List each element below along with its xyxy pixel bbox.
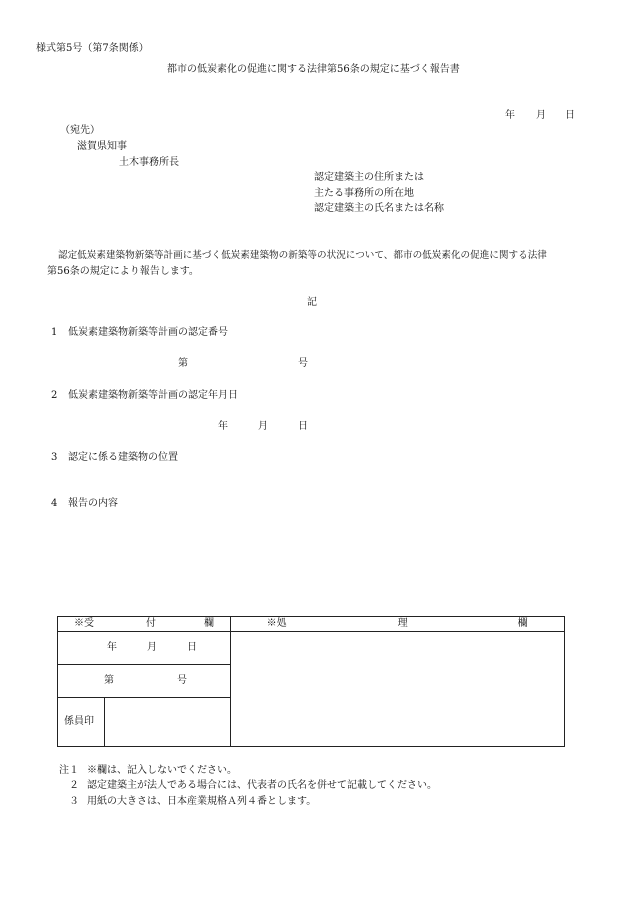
item3-number: 3 bbox=[51, 452, 58, 463]
item2-month-label: 月 bbox=[258, 421, 268, 432]
reception-table bbox=[57, 616, 565, 747]
item3-label: 認定に係る建築物の位置 bbox=[68, 452, 178, 463]
item1-dai-label: 第 bbox=[178, 358, 188, 369]
date-day-label: 日 bbox=[565, 110, 575, 121]
staff-seal-area bbox=[104, 698, 230, 747]
item2-year-label: 年 bbox=[218, 421, 228, 432]
processing-header-c2: 理 bbox=[397, 618, 408, 629]
body-text-line2: 第56条の規定により報告します。 bbox=[47, 266, 199, 277]
note3-text: 用紙の大きさは、日本産業規格Ａ列４番とします。 bbox=[87, 796, 317, 807]
staff-seal-label-cell bbox=[58, 698, 105, 747]
body-text-line1: 認定低炭素建築物新築等計画に基づく低炭素建築物の新築等の状況について、都市の低炭素化の促進に関する法律 bbox=[58, 250, 547, 261]
processing-header-c1: ※処 bbox=[266, 618, 287, 629]
reception-header-c1: ※受 bbox=[74, 618, 94, 629]
note1-prefix: 注１ bbox=[59, 765, 79, 776]
note3-number: ３ bbox=[69, 796, 79, 807]
processing-area bbox=[230, 632, 564, 747]
note2-number: ２ bbox=[69, 780, 79, 791]
item4-number: 4 bbox=[51, 498, 58, 509]
date-month-label: 月 bbox=[536, 110, 546, 121]
reception-year-label: 年 bbox=[107, 642, 117, 653]
reception-date-cell bbox=[58, 632, 231, 665]
reception-month-label: 月 bbox=[147, 642, 157, 653]
item2-label: 低炭素建築物新築等計画の認定年月日 bbox=[68, 390, 238, 401]
reception-header-cell bbox=[58, 617, 231, 632]
reception-day-label: 日 bbox=[187, 642, 197, 653]
processing-header-c3: 欄 bbox=[517, 618, 528, 629]
reception-header-c2: 付 bbox=[146, 618, 156, 629]
form-id: 様式第5号（第7条関係） bbox=[36, 43, 149, 54]
item2-day-label: 日 bbox=[298, 421, 308, 432]
reception-number-cell bbox=[58, 665, 231, 698]
addressee-governor: 滋賀県知事 bbox=[77, 141, 127, 152]
date-year-label: 年 bbox=[505, 110, 515, 121]
reporter-address-line1: 認定建築主の住所または bbox=[314, 172, 424, 183]
processing-header-cell bbox=[230, 617, 564, 632]
addressee-label: （宛先） bbox=[60, 125, 100, 136]
reporter-name: 認定建築主の氏名または名称 bbox=[314, 203, 444, 214]
ki-heading: 記 bbox=[307, 297, 317, 308]
reporter-address-line2: 主たる事務所の所在地 bbox=[314, 188, 414, 199]
reception-header-c3: 欄 bbox=[204, 618, 214, 629]
reception-go-label: 号 bbox=[177, 675, 187, 686]
item1-go-label: 号 bbox=[298, 358, 308, 369]
item1-number: 1 bbox=[51, 327, 58, 338]
item1-label: 低炭素建築物新築等計画の認定番号 bbox=[68, 327, 228, 338]
item2-number: 2 bbox=[51, 390, 58, 401]
addressee-office: 土木事務所長 bbox=[119, 157, 179, 168]
note1-text: ※欄は、記入しないでください。 bbox=[87, 765, 237, 776]
staff-seal-label: 係員印 bbox=[64, 716, 94, 727]
reception-dai-label: 第 bbox=[104, 675, 114, 686]
item4-label: 報告の内容 bbox=[68, 498, 118, 509]
document-title: 都市の低炭素化の促進に関する法律第56条の規定に基づく報告書 bbox=[167, 64, 460, 75]
note2-text: 認定建築主が法人である場合には、代表者の氏名を併せて記載してください。 bbox=[87, 780, 437, 791]
